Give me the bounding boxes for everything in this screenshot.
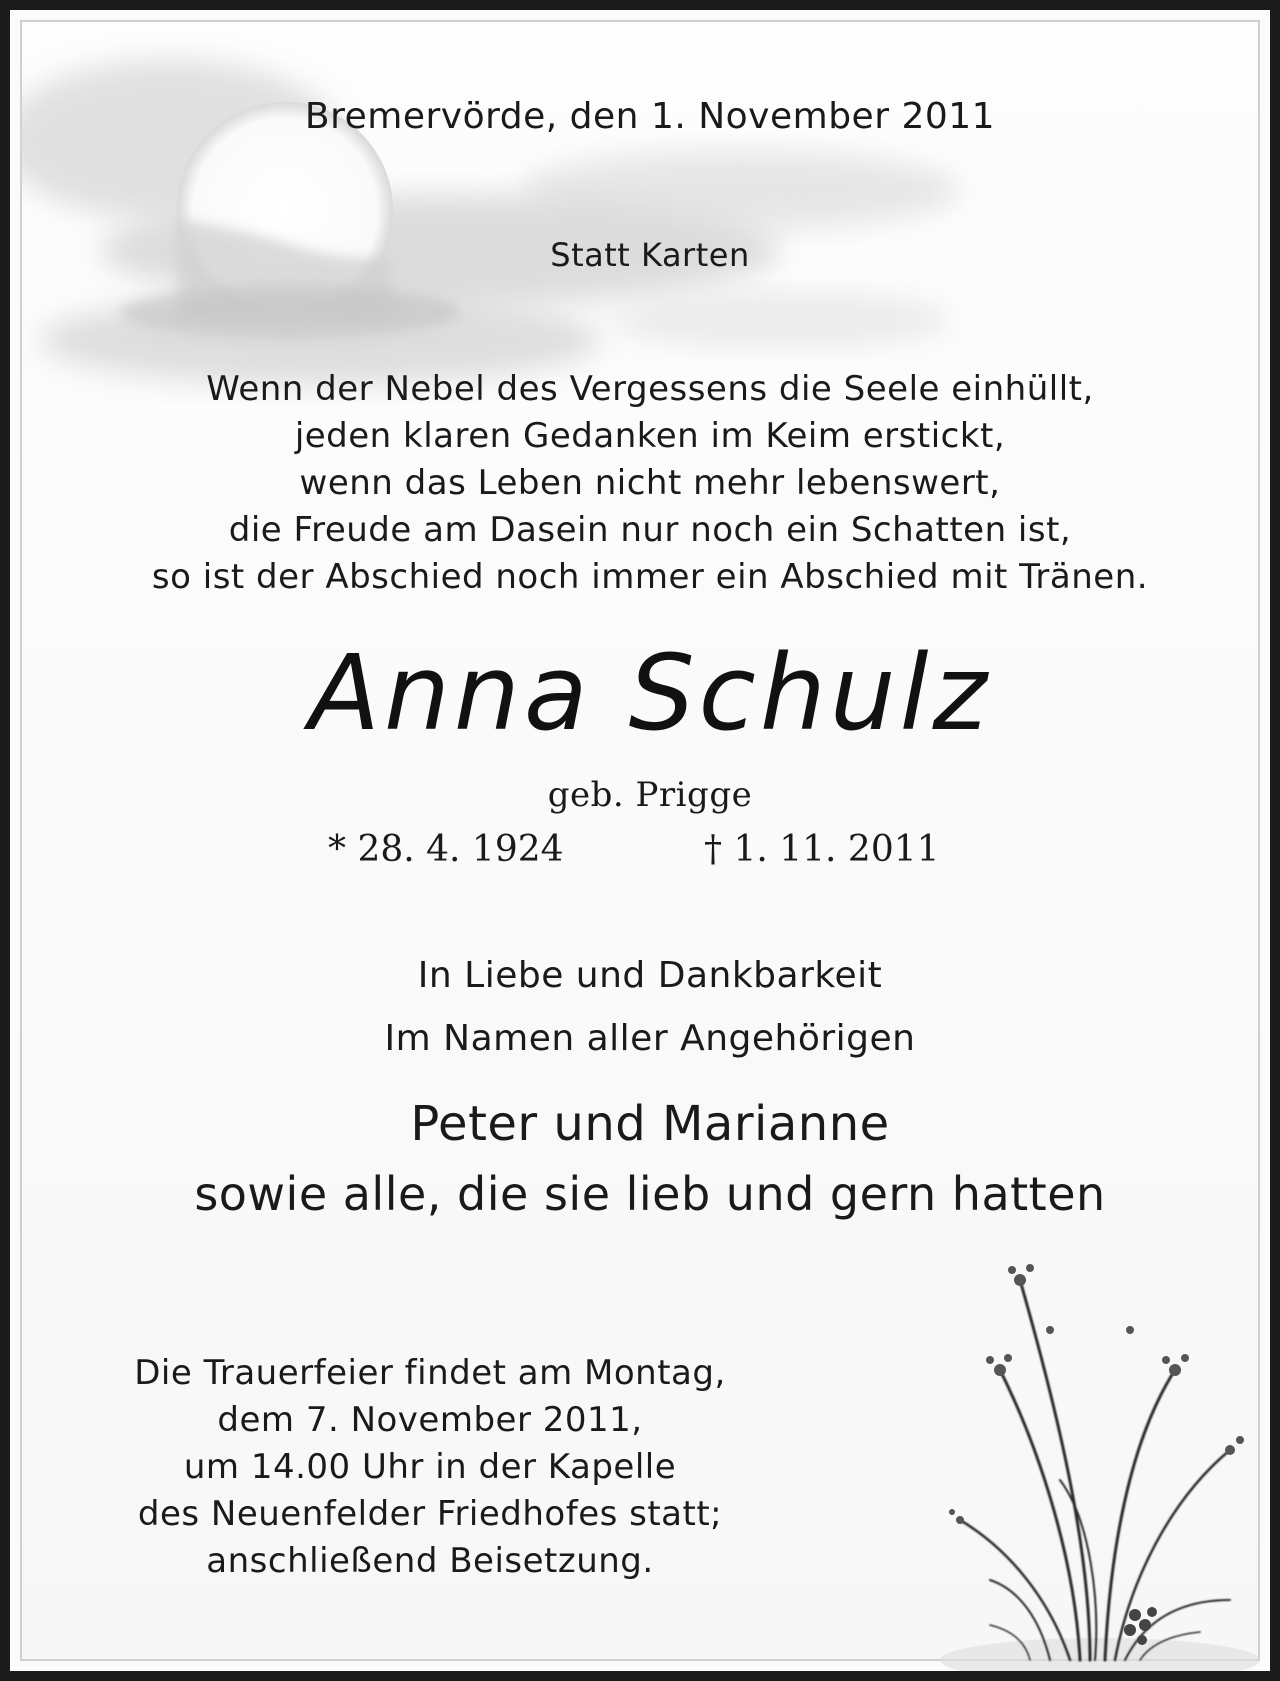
- death-date: † 1. 11. 2011: [704, 829, 940, 870]
- statt-karten: Statt Karten: [550, 236, 750, 274]
- family-others: sowie alle, die sie lieb und gern hatten: [194, 1167, 1106, 1221]
- maiden-name: geb. Prigge: [547, 775, 753, 815]
- closing-names-intro: Im Namen aller Angehörigen: [384, 1018, 916, 1059]
- service-line: anschließend Beisetzung.: [206, 1541, 654, 1581]
- service-line: um 14.00 Uhr in der Kapelle: [183, 1447, 677, 1487]
- poem-line: die Freude am Dasein nur noch ein Schatten ist,: [228, 510, 1072, 550]
- poem-line: Wenn der Nebel des Vergessens die Seele einhüllt,: [206, 369, 1094, 409]
- service-line: des Neuenfelder Friedhofes statt;: [137, 1494, 723, 1534]
- birth-date: * 28. 4. 1924: [328, 829, 564, 870]
- family-names: Peter und Marianne: [410, 1096, 890, 1152]
- service-line: Die Trauerfeier findet am Montag,: [134, 1353, 726, 1393]
- place-date: Bremervörde, den 1. November 2011: [304, 96, 996, 137]
- deceased-name: Anna Schulz: [308, 632, 992, 754]
- poem: [10, 366, 1280, 601]
- poem-line: jeden klaren Gedanken im Keim erstickt,: [294, 416, 1006, 456]
- poem-line: so ist der Abschied noch immer ein Abschied mit Tränen.: [151, 557, 1149, 597]
- grass-illustration: [930, 1220, 1270, 1680]
- closing-love: In Liebe und Dankbarkeit: [417, 955, 883, 996]
- service-info: [110, 1350, 750, 1585]
- service-line: dem 7. November 2011,: [217, 1400, 643, 1440]
- poem-line: wenn das Leben nicht mehr lebenswert,: [299, 463, 1001, 503]
